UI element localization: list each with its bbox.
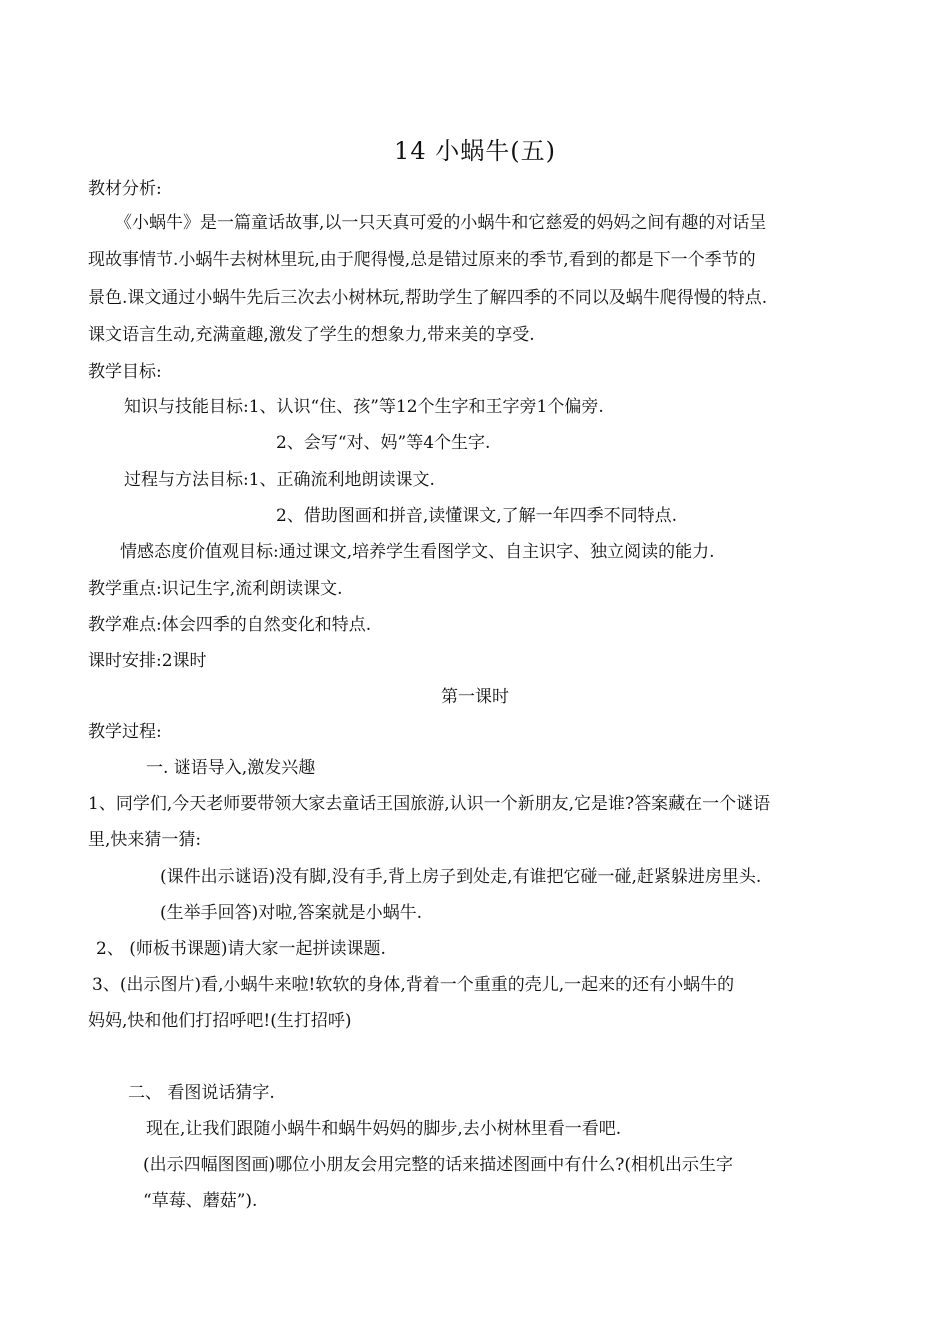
page-title: 14 小蜗牛(五) — [394, 137, 556, 165]
section-1-heading: 一. 谜语导入,激发兴趣 — [146, 758, 316, 778]
goal-process-1: 过程与方法目标:1、正确流利地朗读课文. — [124, 470, 435, 490]
process-heading: 教学过程: — [88, 722, 162, 742]
answer-text: (生举手回答)对啦,答案就是小蜗牛. — [160, 903, 423, 923]
difficulty: 教学难点:体会四季的自然变化和特点. — [88, 615, 372, 635]
riddle-text: (课件出示谜语)没有脚,没有手,背上房子到处走,有谁把它碰一碰,赶紧躲进房里头. — [160, 867, 762, 887]
analysis-line: 景色.课文通过小蜗牛先后三次去小树林玩,帮助学生了解四季的不同以及蜗牛爬得慢的特点. — [88, 288, 768, 308]
section-2-paragraph: (出示四幅图图画)哪位小朋友会用完整的话来描述图画中有什么?(相机出示生字 — [143, 1155, 734, 1175]
lesson-heading: 第一课时 — [441, 687, 509, 707]
analysis-line: 课文语言生动,充满童趣,激发了学生的想象力,带来美的享受. — [88, 325, 535, 345]
analysis-line: 《小蜗牛》是一篇童话故事,以一只天真可爱的小蜗牛和它慈爱的妈妈之间有趣的对话呈 — [115, 213, 767, 233]
step-3-line: 妈妈,快和他们打招呼吧!(生打招呼) — [88, 1011, 352, 1031]
section-2-heading: 二、 看图说话猜字. — [128, 1083, 275, 1103]
section-2-paragraph: 现在,让我们跟随小蜗牛和蜗牛妈妈的脚步,去小树林里看一看吧. — [146, 1119, 622, 1139]
step-1-line: 1、同学们,今天老师要带领大家去童话王国旅游,认识一个新朋友,它是谁?答案藏在一个谜语 — [88, 794, 771, 814]
goal-knowledge-2: 2、会写“对、妈”等4个生字. — [276, 433, 491, 453]
step-3-line: 3、(出示图片)看,小蜗牛来啦!软软的身体,背着一个重重的壳儿,一起来的还有小蜗牛的 — [92, 975, 735, 995]
goal-process-2: 2、借助图画和拼音,读懂课文,了解一年四季不同特点. — [276, 506, 678, 526]
step-2-line: 2、 (师板书课题)请大家一起拼读课题. — [96, 939, 386, 959]
key-point: 教学重点:识记生字,流利朗读课文. — [88, 579, 343, 599]
analysis-heading: 教材分析: — [88, 179, 162, 199]
goal-knowledge-1: 知识与技能目标:1、认识“住、孩”等12个生字和王字旁1个偏旁. — [124, 397, 604, 417]
goals-heading: 教学目标: — [88, 362, 162, 382]
step-1-line: 里,快来猜一猜: — [88, 830, 202, 850]
analysis-line: 现故事情节.小蜗牛去树林里玩,由于爬得慢,总是错过原来的季节,看到的都是下一个季节的 — [88, 250, 756, 270]
section-2-paragraph: “草莓、蘑菇”). — [143, 1191, 258, 1211]
schedule: 课时安排:2课时 — [88, 651, 207, 671]
goal-emotion: 情感态度价值观目标:通过课文,培养学生看图学文、自主识字、独立阅读的能力. — [120, 542, 715, 562]
